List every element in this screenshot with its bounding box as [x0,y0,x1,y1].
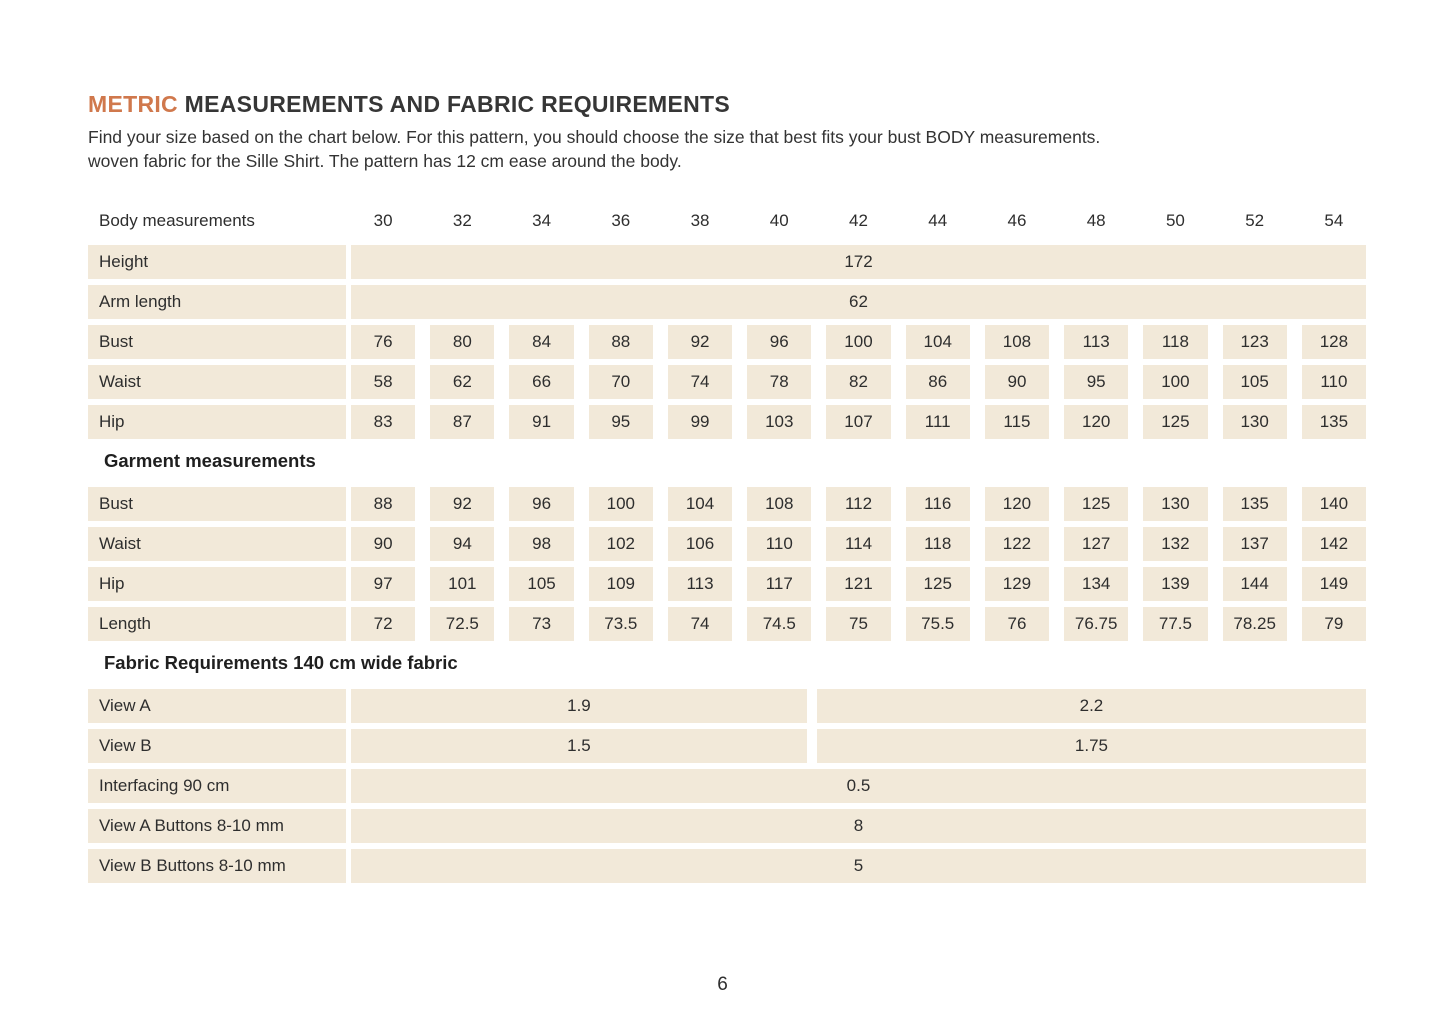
garment-measurements-heading: Garment measurements [104,450,316,471]
value-cell: 140 [1302,487,1366,521]
value-cell: 88 [351,487,415,521]
intro-line-2: woven fabric for the Sille Shirt. The pattern has 12 cm ease around the body. [88,151,682,171]
value-cell: 100 [589,487,653,521]
table-row-body-bust [88,325,1366,359]
row-label-garment-waist: Waist [88,527,346,561]
value-cell: 76 [985,607,1049,641]
value-cell: 132 [1143,527,1207,561]
value-cell: 108 [747,487,811,521]
value-cell: 94 [430,527,494,561]
value-cell-span: 172 [351,245,1366,279]
value-cell: 129 [985,567,1049,601]
value-cell: 66 [509,365,573,399]
size-header-cell: 40 [769,211,789,230]
value-cell: 84 [509,325,573,359]
value-cell: 96 [509,487,573,521]
row-values-garment-hip [351,567,1366,601]
row-values-view-b-buttons [351,849,1366,883]
value-cell: 121 [826,567,890,601]
value-cell-right: 1.75 [817,729,1366,763]
row-values-height [351,245,1366,279]
measurement-table [88,206,1366,883]
value-cell: 92 [430,487,494,521]
value-cell: 116 [906,487,970,521]
value-cell: 62 [430,365,494,399]
value-cell: 95 [589,405,653,439]
row-values-body-waist [351,365,1366,399]
row-label-view-b: View B [88,729,346,763]
value-cell: 115 [985,405,1049,439]
size-header-label: Body measurements [99,211,255,230]
value-cell: 122 [985,527,1049,561]
value-cell: 117 [747,567,811,601]
size-header-cell: 34 [532,211,552,230]
value-cell: 102 [589,527,653,561]
value-cell: 108 [985,325,1049,359]
value-cell: 90 [985,365,1049,399]
value-cell: 127 [1064,527,1128,561]
value-cell: 142 [1302,527,1366,561]
value-cell: 75.5 [906,607,970,641]
value-cell: 104 [906,325,970,359]
table-row-garment-waist [88,527,1366,561]
value-cell: 113 [668,567,732,601]
value-cell: 98 [509,527,573,561]
value-cell: 99 [668,405,732,439]
size-header-cell: 46 [1007,211,1027,230]
row-values-body-hip [351,405,1366,439]
value-cell: 79 [1302,607,1366,641]
table-row-interfacing [88,769,1366,803]
value-cell: 109 [589,567,653,601]
value-cell: 76.75 [1064,607,1128,641]
value-cell: 73.5 [589,607,653,641]
fabric-requirements-heading: Fabric Requirements 140 cm wide fabric [104,652,458,673]
size-header-cell: 30 [373,211,393,230]
value-cell: 110 [1302,365,1366,399]
value-cell: 78 [747,365,811,399]
value-cell-span: 0.5 [351,769,1366,803]
row-label-garment-bust: Bust [88,487,346,521]
value-cell: 74 [668,365,732,399]
value-cell-span: 5 [351,849,1366,883]
value-cell: 58 [351,365,415,399]
value-cell: 96 [747,325,811,359]
size-header-cell: 42 [849,211,868,230]
size-header-cell: 32 [452,211,472,230]
row-values-garment-bust [351,487,1366,521]
value-cell-left: 1.9 [351,689,807,723]
value-cell: 95 [1064,365,1128,399]
value-cell: 137 [1223,527,1287,561]
value-cell: 113 [1064,325,1128,359]
row-label-view-a: View A [88,689,346,723]
row-label-body-hip: Hip [88,405,346,439]
value-cell: 139 [1143,567,1207,601]
value-cell: 83 [351,405,415,439]
row-label-height: Height [88,245,346,279]
value-cell: 101 [430,567,494,601]
row-label-interfacing: Interfacing 90 cm [88,769,346,803]
value-cell: 112 [826,487,890,521]
value-cell: 144 [1223,567,1287,601]
row-values-interfacing [351,769,1366,803]
value-cell: 123 [1223,325,1287,359]
row-label-view-a-buttons: View A Buttons 8-10 mm [88,809,346,843]
value-cell: 97 [351,567,415,601]
value-cell: 114 [826,527,890,561]
table-row-body-hip [88,405,1366,439]
row-label-body-waist: Waist [88,365,346,399]
value-cell: 104 [668,487,732,521]
table-row-height [88,245,1366,279]
table-row-garment-length [88,607,1366,641]
row-label-view-b-buttons: View B Buttons 8-10 mm [88,849,346,883]
value-cell-span: 8 [351,809,1366,843]
value-cell: 125 [1064,487,1128,521]
value-cell: 125 [1143,405,1207,439]
value-cell: 110 [747,527,811,561]
value-cell: 88 [589,325,653,359]
page-number: 6 [717,974,728,995]
table-row-garment-bust [88,487,1366,521]
value-cell-right: 2.2 [817,689,1366,723]
value-cell: 105 [1223,365,1287,399]
value-cell: 76 [351,325,415,359]
intro-paragraph [88,125,1366,173]
value-cell: 118 [906,527,970,561]
value-cell: 74 [668,607,732,641]
value-cell: 72 [351,607,415,641]
size-header-cell: 38 [690,211,710,230]
size-header-cell: 48 [1086,211,1106,230]
value-cell: 86 [906,365,970,399]
value-cell: 100 [826,325,890,359]
page-title-accent: METRIC [88,91,178,117]
size-header-cell: 54 [1324,211,1344,230]
value-cell: 78.25 [1223,607,1287,641]
value-cell: 103 [747,405,811,439]
value-cell: 125 [906,567,970,601]
value-cell: 91 [509,405,573,439]
row-values-view-a [351,689,1366,723]
table-row-garment-hip [88,567,1366,601]
value-cell: 70 [589,365,653,399]
size-header-cell: 36 [611,211,631,230]
table-row-arm-length [88,285,1366,319]
row-values-garment-length [351,607,1366,641]
size-header-cell: 50 [1165,211,1185,230]
size-header-cell: 44 [928,211,948,230]
table-row-view-a-buttons [88,809,1366,843]
value-cell: 135 [1223,487,1287,521]
value-cell: 149 [1302,567,1366,601]
value-cell: 111 [906,405,970,439]
table-row-view-b-buttons [88,849,1366,883]
row-values-view-a-buttons [351,809,1366,843]
row-label-body-bust: Bust [88,325,346,359]
value-cell: 134 [1064,567,1128,601]
row-label-garment-length: Length [88,607,346,641]
value-cell: 87 [430,405,494,439]
value-cell-left: 1.5 [351,729,807,763]
row-values-body-bust [351,325,1366,359]
value-cell: 72.5 [430,607,494,641]
row-label-arm-length: Arm length [88,285,346,319]
page-title [88,90,1366,118]
size-header-row [88,206,1366,236]
value-cell-span: 62 [351,285,1366,319]
value-cell: 120 [1064,405,1128,439]
intro-line-1: Find your size based on the chart below. For this pattern, you should choose the size that best fits your bust BODY measurements. [88,127,1101,147]
row-values-garment-waist [351,527,1366,561]
value-cell: 100 [1143,365,1207,399]
value-cell: 135 [1302,405,1366,439]
value-cell: 106 [668,527,732,561]
value-cell: 107 [826,405,890,439]
value-cell: 73 [509,607,573,641]
row-values-arm-length [351,285,1366,319]
page-content [88,90,1366,889]
size-header-values [351,206,1366,236]
value-cell: 90 [351,527,415,561]
value-cell: 130 [1223,405,1287,439]
table-row-body-waist [88,365,1366,399]
value-cell: 130 [1143,487,1207,521]
row-values-view-b [351,729,1366,763]
value-cell: 120 [985,487,1049,521]
value-cell: 77.5 [1143,607,1207,641]
size-header-cell: 52 [1245,211,1265,230]
table-row-view-b [88,729,1366,763]
value-cell: 75 [826,607,890,641]
value-cell: 82 [826,365,890,399]
value-cell: 105 [509,567,573,601]
row-label-garment-hip: Hip [88,567,346,601]
table-row-view-a [88,689,1366,723]
value-cell: 128 [1302,325,1366,359]
value-cell: 74.5 [747,607,811,641]
value-cell: 118 [1143,325,1207,359]
value-cell: 80 [430,325,494,359]
value-cell: 92 [668,325,732,359]
page-title-rest: MEASUREMENTS AND FABRIC REQUIREMENTS [184,91,731,117]
